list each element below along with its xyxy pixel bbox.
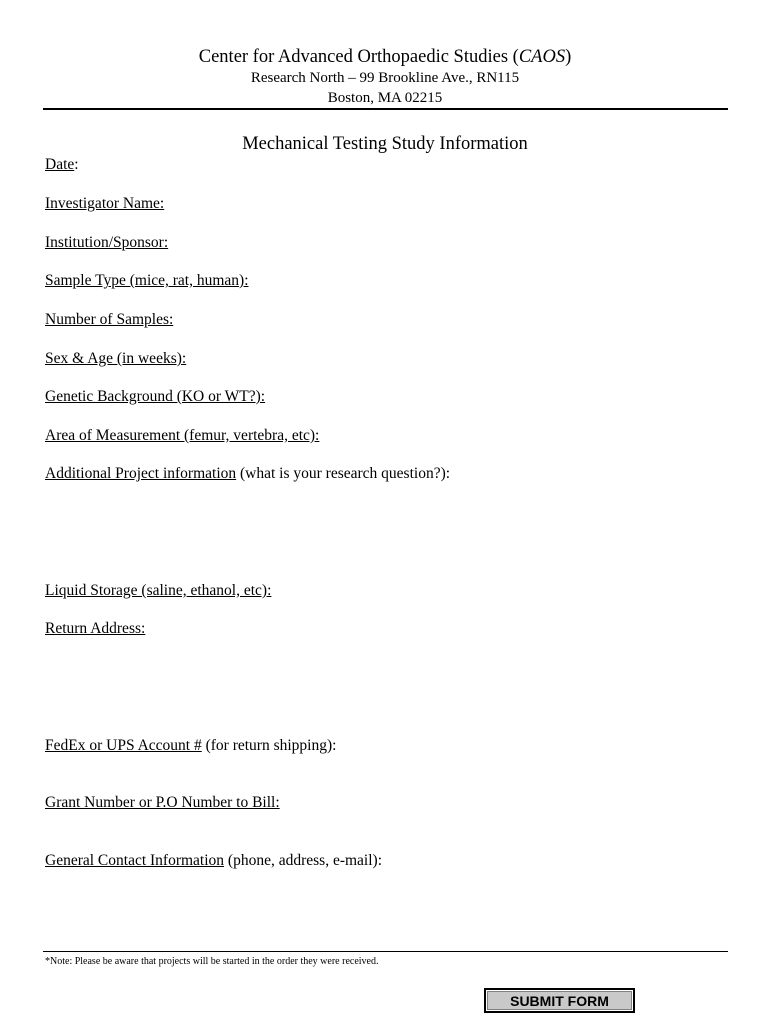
- field-genetic-background[interactable]: Genetic Background (KO or WT?):: [45, 388, 266, 405]
- field-sample-type[interactable]: Sample Type (mice, rat, human):: [45, 272, 249, 289]
- address-line-2: Boston, MA 02215: [327, 90, 443, 106]
- center-abbrev: CAOS: [518, 47, 566, 67]
- field-fedex-ups-account[interactable]: FedEx or UPS Account # (for return shipping):: [45, 737, 337, 754]
- field-general-contact-info[interactable]: General Contact Information (phone, address, e-mail):: [45, 852, 383, 869]
- field-grant-po-number[interactable]: Grant Number or P.O Number to Bill:: [45, 794, 280, 811]
- order-note: *Note: Please be aware that projects will be started in the order they were received.: [45, 956, 379, 967]
- field-area-of-measurement[interactable]: Area of Measurement (femur, vertebra, etc):: [45, 427, 320, 444]
- field-return-address[interactable]: Return Address:: [45, 620, 146, 637]
- footer-divider: [43, 951, 728, 952]
- field-investigator-name[interactable]: Investigator Name:: [45, 195, 165, 212]
- field-institution-sponsor[interactable]: Institution/Sponsor:: [45, 234, 169, 251]
- field-additional-project-info[interactable]: Additional Project information (what is your research question?):: [45, 465, 451, 482]
- form-title: Mechanical Testing Study Information: [242, 134, 528, 154]
- field-number-of-samples[interactable]: Number of Samples:: [45, 311, 174, 328]
- address-line-1: Research North – 99 Brookline Ave., RN115: [250, 70, 520, 86]
- center-name: Center for Advanced Orthopaedic Studies (CAOS): [198, 47, 572, 67]
- field-sex-age[interactable]: Sex & Age (in weeks):: [45, 350, 187, 367]
- submit-form-button[interactable]: SUBMIT FORM: [484, 988, 635, 1013]
- field-date[interactable]: Date:: [45, 156, 79, 173]
- field-liquid-storage[interactable]: Liquid Storage (saline, ethanol, etc):: [45, 582, 272, 599]
- header-divider: [43, 108, 728, 110]
